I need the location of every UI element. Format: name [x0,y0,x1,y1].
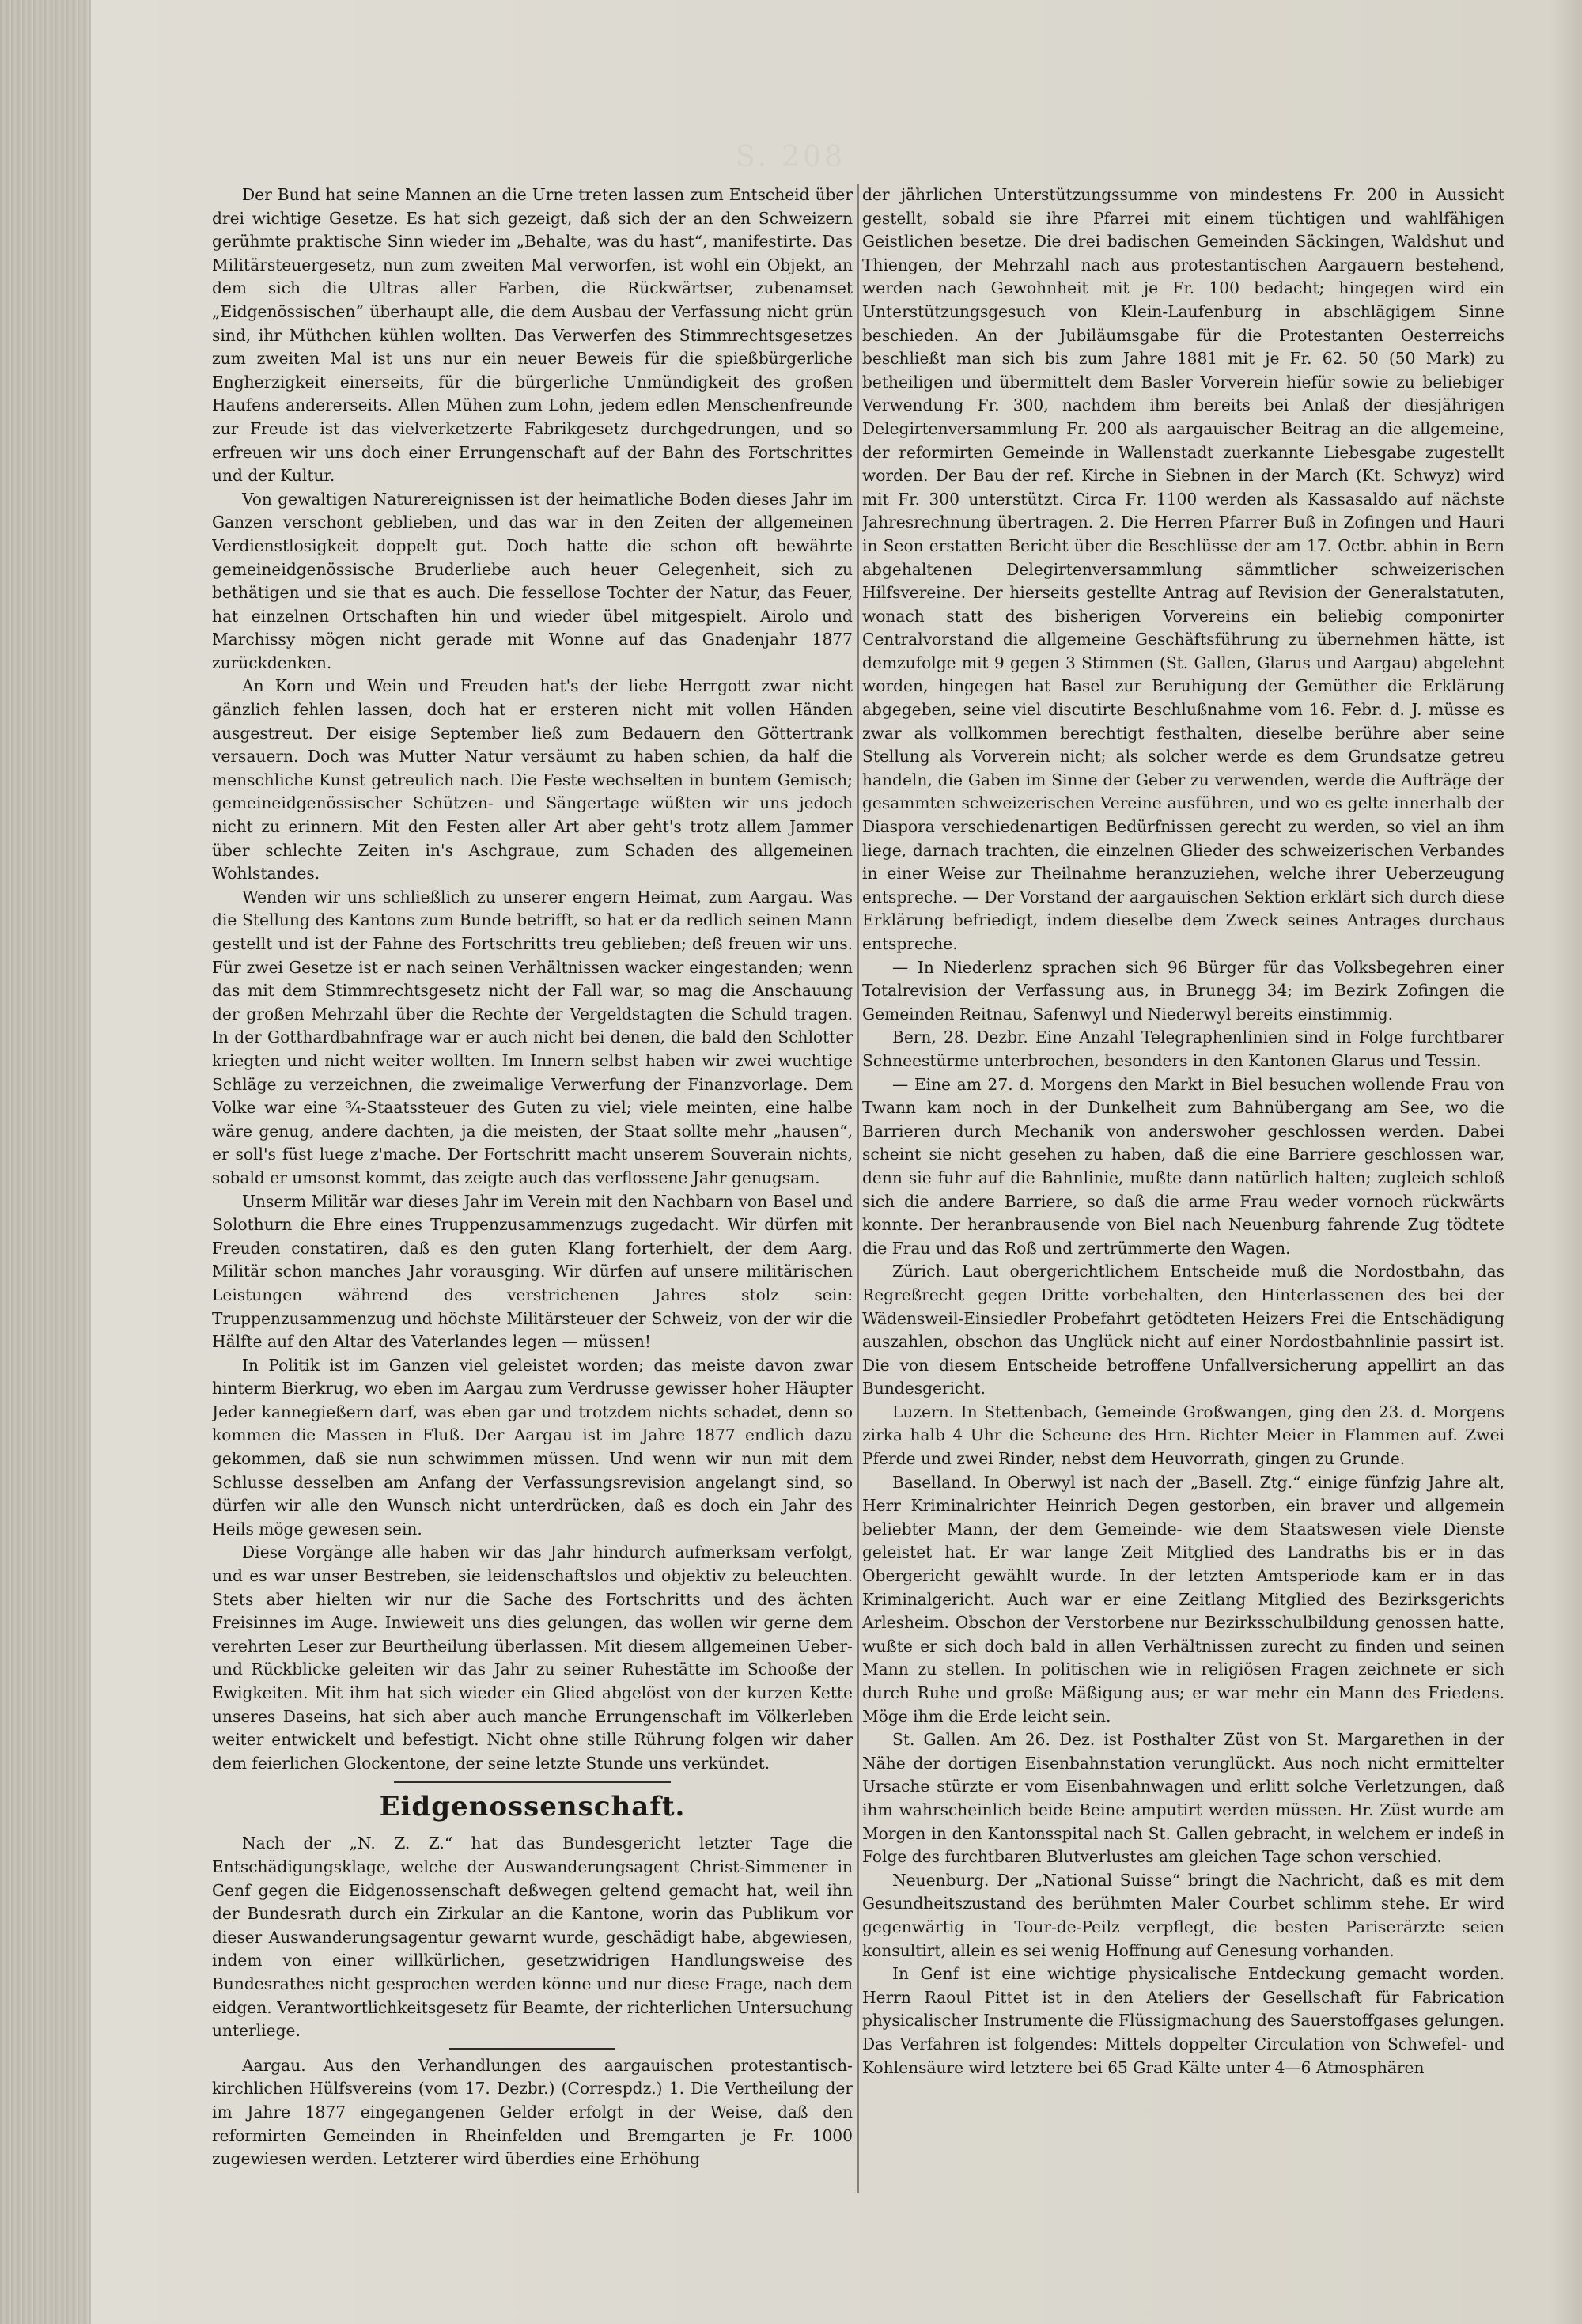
eidgenossenschaft-paragraph: Nach der „N. Z. Z.“ hat das Bundesgericht letzter Tage die Entschädigungsklage, welche der Auswanderungsagent Christ-Simmener in Genf gegen die Eidgenossenschaft deßwegen geltend gemacht hat, weil ihn der Bundesrath durch ein Zirkular an die Kantone, worin das Publikum vor dieser Auswanderungsagentur gewarnt wurde, geschädigt habe, abgewiesen, indem von einer willkürlichen, gesetzwidrigen Handlungsweise des Bundesrathes nicht gesprochen werden könne und nur diese Frage, nach dem eidgen. Verantwortlichkeitsgesetz für Beamte, der richterlichen Untersuchung unterliege. [212,1834,853,2041]
year-review-paragraph: Von gewaltigen Naturereignissen ist der heimatliche Boden dieses Jahr im Ganzen verschont geblieben, und das war in den Zeiten der allgemeinen Verdienstlosigkeit doppelt gut. Doch hatte die schon oft bewährte gemeineidgenössische Bruderliebe auch heuer Gelegenheit, sich zu bethätigen und sie that es auch. Die fessellose Tochter der Natur, das Feuer, hat einzelnen Ortschaften hin und wieder übel mitgespielt. Airolo und Marchissy mögen nicht gerade mit Wonne auf das Gnadenjahr 1877 zurückdenken. [212,489,853,672]
section-rule [394,1781,671,1783]
news-item: Bern, 28. Dezbr. Eine Anzahl Telegraphenlinien sind in Folge furchtbarer Schneestürme unterbrochen, besonders in den Kantonen Glarus und Tessin. [862,1028,1504,1070]
year-review-paragraph: Unserm Militär war dieses Jahr im Verein mit den Nachbarn von Basel und Solothurn die Ehre eines Truppenzusammenzugs zugedacht. Wir dürfen mit Freuden constatiren, daß es den guten Klang forterhielt, der dem Aarg. Militär schon manches Jahr vorausging. Wir dürfen auf unsere militärischen Leistungen während des verstrichenen Jahres stolz sein: Truppenzusammenzug und höchste Militärsteuer der Schweiz, von der wir die Hälfte auf den Altar des Vaterlandes legen — müssen! [212,1191,853,1352]
page-number: S. 208 [736,141,846,173]
year-review-paragraph: An Korn und Wein und Freuden hat's der liebe Herrgott zwar nicht gänzlich fehlen lassen, doch hat er ersteren nicht mit vollen Händen ausgestreut. Der eisige September ließ zum Bedauern den Göttertrank versauern. Doch was Mutter Natur versäumt zu haben schien, da half die menschliche Kunst getreulich nach. Die Feste wechselten in buntem Gemisch; gemeineidgenössischer Schützen- und Sängertage wüßten wir uns jedoch nicht zu erinnern. Mit den Festen aller Art aber geht's trotz allem Jammer über schlechte Zeiten in's Aschgraue, zum Schaden des allgemeinen Wohlstandes. [212,676,853,884]
right-column [862,184,1504,2240]
column-divider [857,184,859,2193]
binding-edge [0,0,91,2324]
section-rule [449,2048,615,2050]
news-item: Baselland. In Oberwyl ist nach der „Basell. Ztg.“ einige fünfzig Jahre alt, Herr Kriminalrichter Heinrich Degen gestorben, ein braver und allgemein beliebter Mann, der dem Gemeinde- wie dem Staatswesen viele Dienste geleistet hat. Er war lange Zeit Mitglied des Landraths bis er in das Obergericht gewählt wurde. In der letzten Amtsperiode kam er in das Kriminalgericht. Auch war er eine Zeitlang Mitglied des Bezirksgerichts Arlesheim. Obschon der Verstorbene nur Bezirksschulbildung genossen hatte, wußte er sich doch bald in allen Verhältnissen zurecht zu finden und seinen Mann zu stellen. In politischen wie in religiösen Fragen zeichnete er sich durch Ruhe und große Mäßigung aus; er war mehr ein Mann des Friedens. Möge ihm die Erde leicht sein. [862,1472,1504,1726]
news-item: St. Gallen. Am 26. Dez. ist Posthalter Züst von St. Margarethen in der Nähe der dortigen Eisenbahnstation verunglückt. Aus noch nicht ermittelter Ursache stürzte er vom Eisenbahnwagen und erlitt solche Verletzungen, daß ihm wahrscheinlich beide Beine amputirt werden müssen. Hr. Züst wurde am Morgen in den Kantonsspital nach St. Gallen gebracht, in welchem er indeß in Folge des furchtbaren Blutverlustes am gleichen Tage schon verschied. [862,1730,1504,1867]
news-item: Luzern. In Stettenbach, Gemeinde Großwangen, ging den 23. d. Morgens zirka halb 4 Uhr die Scheune des Hrn. Richter Meier in Flammen auf. Zwei Pferde und zwei Rinder, nebst dem Heuvorrath, gingen zu Grunde. [862,1402,1504,1469]
section-heading: Eidgenossenschaft. [379,1791,686,1823]
news-item: — Eine am 27. d. Morgens den Markt in Biel besuchen wollende Frau von Twann kam noch in der Dunkelheit zum Bahnübergang am See, wo die Barrieren durch Mechanik von anderswoher geschlossen werden. Dabei scheint sie nicht gesehen zu haben, daß die eine Barriere geschlossen war, denn sie fuhr auf die Bahnlinie, mußte dann natürlich halten; zugleich schloß sich die andere Barriere, so daß die arme Frau weder vornoch rückwärts konnte. Der heranbrausende von Biel nach Neuenburg fahrende Zug tödtete die Frau und das Roß und zertrümmerte den Wagen. [862,1074,1504,1258]
news-item: Zürich. Laut obergerichtlichem Entscheide muß die Nordostbahn, das Regreßrecht gegen Dritte vorbehalten, den Hinterlassenen des bei der Wädensweil-Einsiedler Probefahrt getödteten Heizers Frei die Entschädigung auszahlen, obschon das Unglück nicht auf einer Nordostbahnlinie passirt ist. Die von diesem Entscheide betroffene Unfallversicherung appellirt an das Bundesgericht. [862,1262,1504,1399]
aargau-paragraph: Aargau. Aus den Verhandlungen des aargauischen protestantisch-kirchlichen Hülfsvereins (vom 17. Dezbr.) (Correspdz.) 1. Die Vertheilung der im Jahre 1877 eingegangenen Gelder erfolgt in der Weise, daß den reformirten Gemeinden in Rheinfelden und Bremgarten je Fr. 1000 zugewiesen werden. Letzterer wird überdies eine Erhöhung [212,2055,853,2169]
aargau-continued-paragraph: — In Niederlenz sprachen sich 96 Bürger für das Volksbegehren einer Totalrevision der Verfassung aus, in Brunegg 34; im Bezirk Zofingen die Gemeinden Reitnau, Safenwyl und Niederwyl bereits einstimmig. [862,957,1504,1024]
news-item: Neuenburg. Der „National Suisse“ bringt die Nachricht, daß es mit dem Gesundheitszustand des berühmten Maler Courbet schlimm stehe. Er wird gegenwärtig in Tour-de-Peilz verpflegt, die besten Pariserärzte seien konsultirt, allein es sei wenig Hoffnung auf Genesung vorhanden. [862,1870,1504,1960]
year-review-paragraph: Diese Vorgänge alle haben wir das Jahr hindurch aufmerksam verfolgt, und es war unser Bestreben, sie leidenschaftslos und objektiv zu beleuchten. Stets aber hielten wir nur die Sache des Fortschritts und des ächten Freisinnes im Auge. Inwieweit uns dies gelungen, das wollen wir gerne dem verehrten Leser zur Beurtheilung überlassen. Mit diesem allgemeinen Ueber- und Rückblicke geleiten wir das Jahr zu seiner Ruhestätte im Schooße der Ewigkeiten. Mit ihm hat sich wieder ein Glied abgelöst von der kurzen Kette unseres Daseins, hat sich aber auch manche Errungenschaft im Völkerleben weiter entwickelt und befestigt. Nicht ohne stille Rührung folgen wir daher dem feierlichen Glockentone, der seine letzte Stunde uns verkündet. [212,1542,853,1773]
news-item: In Genf ist eine wichtige physicalische Entdeckung gemacht worden. Herrn Raoul Pittet ist in den Ateliers der Gesellschaft für Fabrication physicalischer Instrumente die Flüssigmachung des Sauerstoffgases gelungen. Das Verfahren ist folgendes: Mittels doppelter Circulation von Schwefel- und Kohlensäure wird letztere bei 65 Grad Kälte unter 4—6 Atmosphären [862,1964,1504,2077]
year-review-paragraph: Der Bund hat seine Mannen an die Urne treten lassen zum Entscheid über drei wichtige Gesetze. Es hat sich gezeigt, daß sich der an den Schweizern gerühmte praktische Sinn wieder im „Behalte, was du hast“, manifestirte. Das Militärsteuergesetz, nun zum zweiten Mal verworfen, ist wohl ein Objekt, an dem sich die Ultras aller Farben, die Rückwärtser, zubenamset „Eidgenössischen“ überhaupt alle, die dem Ausbau der Verfassung nicht grün sind, ihr Müthchen kühlen wollten. Das Verwerfen des Stimmrechtsgesetzes zum zweiten Mal ist uns nur ein neuer Beweis für die spießbürgerliche Engherzigkeit einerseits, für die bürgerliche Unmündigkeit des großen Haufens andererseits. Allen Mühen zum Lohn, jedem edlen Menschenfreunde zur Freude ist das vielverketzerte Fabrikgesetz durchgedrungen, und so erfreuen wir uns doch einer Errungenschaft auf der Bahn des Fortschrittes und der Kultur. [212,185,853,486]
year-review-paragraph: Wenden wir uns schließlich zu unserer engern Heimat, zum Aargau. Was die Stellung des Kantons zum Bunde betrifft, so hat er da redlich seinen Mann gestellt und ist der Fahne des Fortschritts treu geblieben; deß freuen wir uns. Für zwei Gesetze ist er nach seinen Verhältnissen wacker eingestanden; wenn das mit dem Stimmrechtsgesetz nicht der Fall war, so mag die Anschauung der großen Mehrzahl über die Rechte der Vergeldstagten die Schuld tragen. In der Gotthardbahnfrage war er auch nicht bei denen, die bald den Schlotter kriegten und nicht weiter wollten. Im Innern selbst haben wir zwei wuchtige Schläge zu verzeichnen, die zweimalige Verwerfung der Finanzvorlage. Dem Volke war eine ¾-Staatssteuer des Guten zu viel; viele meinten, eine halbe wäre genug, andere dachten, ja die meisten, der Staat sollte mehr „hausen“, er soll's füst luege z'mache. Der Fortschritt macht unserem Souverain nichts, sobald er umsonst kommt, das zeigte auch das verflossene Jahr genugsam. [212,887,853,1187]
aargau-continued-paragraph: der jährlichen Unterstützungssumme von mindestens Fr. 200 in Aussicht gestellt, sobald sie ihre Pfarrei mit einem tüchtigen und wahlfähigen Geistlichen besetze. Die drei badischen Gemeinden Säckingen, Waldshut und Thiengen, der Mehrzahl nach aus protestantischen Aargauern bestehend, werden nach Gewohnheit mit je Fr. 100 bedacht; hingegen wird ein Unterstützungsgesuch von Klein-Laufenburg in abschlägigem Sinne beschieden. An der Jubiläumsgabe für die Protestanten Oesterreichs beschließt man sich bis zum Jahre 1881 mit je Fr. 62. 50 (50 Mark) zu betheiligen und übermittelt dem Basler Vorverein hiefür sowie zu beliebiger Verwendung Fr. 300, nachdem ihm bereits bei Anlaß der diesjährigen Delegirtenversammlung Fr. 200 als aargauischer Beitrag an die allgemeine, der reformirten Gemeinde in Wallenstadt zuerkannte Liebesgabe zugestellt worden. Der Bau der ref. Kirche in Siebnen in der March (Kt. Schwyz) wird mit Fr. 300 unterstützt. Circa Fr. 1100 werden als Kassasaldo auf nächste Jahresrechnung übertragen. 2. Die Herren Pfarrer Buß in Zofingen und Hauri in Seon erstatten Bericht über die Beschlüsse der am 17. Octbr. abhin in Bern abgehaltenen Delegirtenversammlung sämmtlicher schweizerischen Hilfsvereine. Der hierseits gestellte Antrag auf Revision der Generalstatuten, wonach statt des bisherigen Vorvereins ein beliebig componirter Centralvorstand die allgemeine Geschäftsführung zu übernehmen hätte, ist demzufolge mit 9 gegen 3 Stimmen (St. Gallen, Glarus und Aargau) abgelehnt worden, hingegen hat Basel zur Beruhigung der Gemüther die Erklärung abgegeben, seine viel discutirte Beschlußnahme vom 16. Febr. d. J. müsse es zwar als vollkommen berechtigt festhalten, dieselbe berühre aber seine Stellung als Vorverein nicht; als solcher werde es dem Grundsatze getreu handeln, die Gaben im Sinne der Geber zu verwenden, werde die Aufträge der gesammten schweizerischen Vereine ausführen, und wo es gelte innerhalb der Diaspora verschiedenartigen Bedürfnissen gerecht zu werden, so viel an ihm liege, darnach trachten, die einzelnen Glieder des schweizerischen Verbandes in einer Weise zur Theilnahme heranzuziehen, welche ihrer Ueberzeugung entspreche. — Der Vorstand der aargauischen Sektion erklärt sich durch diese Erklärung befriedigt, indem dieselbe dem Zweck seines Antrages durchaus entspreche. [862,185,1504,953]
left-column [212,184,853,2240]
year-review-paragraph: In Politik ist im Ganzen viel geleistet worden; das meiste davon zwar hinterm Bierkrug, wo eben im Aargau zum Verdrusse gewisser hoher Häupter Jeder kannegießern darf, was eben gar und trotzdem nichts schadet, denn so kommen die Massen in Fluß. Der Aargau ist im Jahre 1877 endlich dazu gekommen, daß sie nun schwimmen müssen. Und wenn wir nun mit dem Schlusse desselben am Anfang der Verfassungsrevision angelangt sind, so dürfen wir alle den Wunsch nicht unterdrücken, daß es doch ein Jahr des Heils möge gewesen sein. [212,1355,853,1539]
